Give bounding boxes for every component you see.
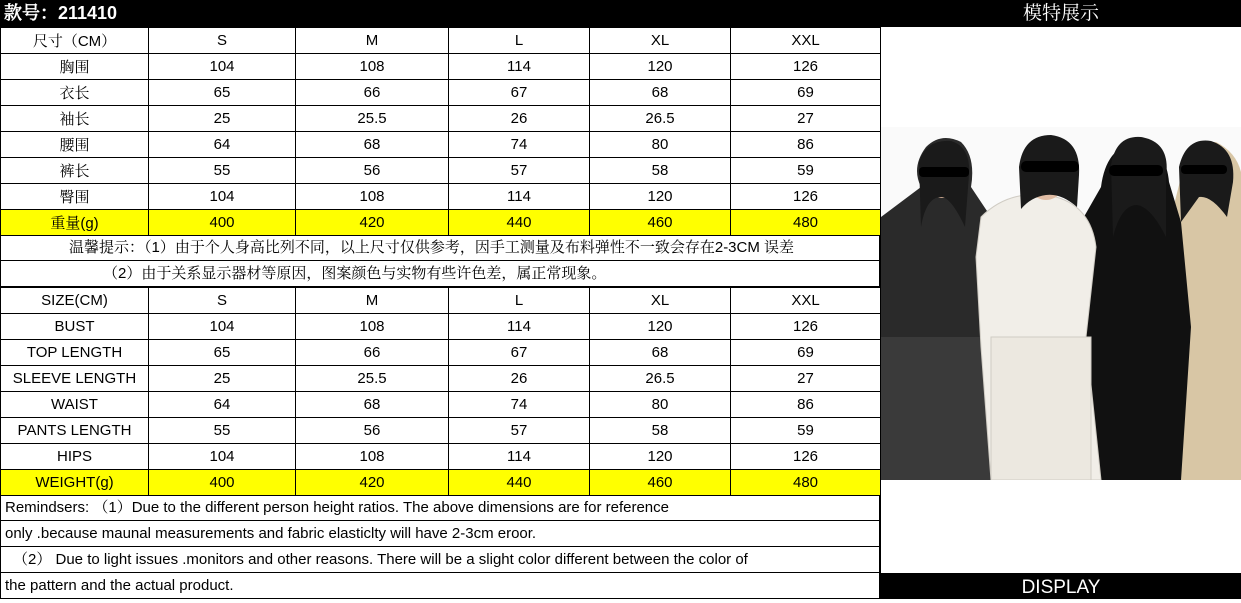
table-cell: 86 — [731, 392, 881, 418]
en-note-4: the pattern and the actual product. — [0, 573, 880, 599]
row-label: 裤长 — [1, 158, 149, 184]
table-cell: 69 — [731, 80, 881, 106]
table-cell: 120 — [590, 54, 731, 80]
row-label: SLEEVE LENGTH — [1, 366, 149, 392]
cn-note-2: （2）由于关系显示器材等原因，图案颜色与实物有些许色差，属正常现象。 — [0, 261, 880, 287]
table-row — [1, 184, 881, 210]
table-cell: 104 — [149, 54, 296, 80]
column-header: 尺寸（CM） — [1, 28, 149, 54]
table-cell: 58 — [590, 158, 731, 184]
column-header: M — [296, 28, 449, 54]
table-cell: 420 — [296, 470, 449, 496]
column-header: S — [149, 28, 296, 54]
table-row — [1, 210, 881, 236]
table-cell: 126 — [731, 184, 881, 210]
table-cell: 66 — [296, 340, 449, 366]
table-cell: 66 — [296, 80, 449, 106]
table-cell: 26 — [449, 106, 590, 132]
table-cell: 25.5 — [296, 366, 449, 392]
table-cell: 420 — [296, 210, 449, 236]
row-label: 衣长 — [1, 80, 149, 106]
en-note-3: （2） Due to light issues .monitors and other reasons. There will be a slight color different between the color of — [0, 547, 880, 573]
column-header: XL — [590, 28, 731, 54]
row-label: WEIGHT(g) — [1, 470, 149, 496]
table-cell: 126 — [731, 444, 881, 470]
table-cell: 65 — [149, 340, 296, 366]
table-cell: 108 — [296, 54, 449, 80]
table-cell: 460 — [590, 470, 731, 496]
table-cell: 27 — [731, 366, 881, 392]
table-row — [1, 392, 881, 418]
style-number-bar — [0, 0, 880, 27]
table-cell: 55 — [149, 158, 296, 184]
en-note-2: only .because maunal measurements and fabric elasticlty will have 2-3cm eroor. — [0, 521, 880, 547]
table-cell: 65 — [149, 80, 296, 106]
en-size-table — [0, 287, 881, 496]
table-row — [1, 470, 881, 496]
style-number: 款号：211410 — [4, 3, 118, 23]
table-row — [1, 80, 881, 106]
table-cell: 74 — [449, 132, 590, 158]
model-photo — [881, 127, 1241, 480]
column-header: S — [149, 288, 296, 314]
table-row — [1, 54, 881, 80]
row-label: 胸围 — [1, 54, 149, 80]
cn-size-table — [0, 27, 881, 236]
table-cell: 80 — [590, 392, 731, 418]
table-cell: 57 — [449, 158, 590, 184]
row-label: BUST — [1, 314, 149, 340]
table-cell: 108 — [296, 314, 449, 340]
row-label: WAIST — [1, 392, 149, 418]
table-cell: 114 — [449, 54, 590, 80]
table-row — [1, 158, 881, 184]
cn_table-header-row — [1, 28, 881, 54]
table-cell: 26 — [449, 366, 590, 392]
table-cell: 67 — [449, 80, 590, 106]
en_table-header-row — [1, 288, 881, 314]
table-cell: 59 — [731, 418, 881, 444]
column-header: L — [449, 28, 590, 54]
column-header: XXL — [731, 28, 881, 54]
table-cell: 114 — [449, 444, 590, 470]
column-header: XL — [590, 288, 731, 314]
column-header: L — [449, 288, 590, 314]
model-display-panel — [880, 0, 1241, 599]
table-row — [1, 340, 881, 366]
table-cell: 86 — [731, 132, 881, 158]
row-label: 袖长 — [1, 106, 149, 132]
table-cell: 400 — [149, 470, 296, 496]
table-cell: 114 — [449, 184, 590, 210]
table-cell: 68 — [296, 132, 449, 158]
table-cell: 64 — [149, 132, 296, 158]
table-cell: 68 — [590, 340, 731, 366]
table-cell: 26.5 — [590, 106, 731, 132]
row-label: HIPS — [1, 444, 149, 470]
table-cell: 57 — [449, 418, 590, 444]
table-cell: 55 — [149, 418, 296, 444]
table-cell: 64 — [149, 392, 296, 418]
table-cell: 27 — [731, 106, 881, 132]
table-cell: 25.5 — [296, 106, 449, 132]
table-cell: 80 — [590, 132, 731, 158]
table-cell: 104 — [149, 184, 296, 210]
table-cell: 126 — [731, 314, 881, 340]
table-cell: 120 — [590, 184, 731, 210]
table-cell: 400 — [149, 210, 296, 236]
row-label: 重量(g) — [1, 210, 149, 236]
cn-note-1: 温馨提示：（1）由于个人身高比列不同，以上尺寸仅供参考，因手工测量及布料弹性不一致会存在2-3CM 误差 — [0, 235, 880, 261]
column-header: XXL — [731, 288, 881, 314]
column-header: SIZE(CM) — [1, 288, 149, 314]
table-cell: 440 — [449, 470, 590, 496]
table-cell: 56 — [296, 158, 449, 184]
table-cell: 460 — [590, 210, 731, 236]
table-cell: 69 — [731, 340, 881, 366]
table-row — [1, 366, 881, 392]
row-label: PANTS LENGTH — [1, 418, 149, 444]
row-label: 腰围 — [1, 132, 149, 158]
table-cell: 114 — [449, 314, 590, 340]
table-cell: 25 — [149, 106, 296, 132]
table-cell: 25 — [149, 366, 296, 392]
table-cell: 126 — [731, 54, 881, 80]
table-cell: 68 — [590, 80, 731, 106]
row-label: 臀围 — [1, 184, 149, 210]
table-cell: 68 — [296, 392, 449, 418]
table-cell: 120 — [590, 444, 731, 470]
table-cell: 58 — [590, 418, 731, 444]
en-note-1: Remindsers: （1）Due to the different person height ratios. The above dimensions are for reference — [0, 495, 880, 521]
table-cell: 108 — [296, 184, 449, 210]
table-row — [1, 444, 881, 470]
table-cell: 108 — [296, 444, 449, 470]
table-cell: 56 — [296, 418, 449, 444]
table-cell: 480 — [731, 210, 881, 236]
table-cell: 104 — [149, 444, 296, 470]
row-label: TOP LENGTH — [1, 340, 149, 366]
table-row — [1, 418, 881, 444]
table-cell: 104 — [149, 314, 296, 340]
table-cell: 67 — [449, 340, 590, 366]
table-cell: 480 — [731, 470, 881, 496]
display-footer: DISPLAY — [881, 573, 1241, 599]
table-cell: 26.5 — [590, 366, 731, 392]
display-title: 模特展示 — [881, 0, 1241, 27]
table-row — [1, 132, 881, 158]
table-row — [1, 106, 881, 132]
table-row — [1, 314, 881, 340]
table-cell: 120 — [590, 314, 731, 340]
table-cell: 74 — [449, 392, 590, 418]
table-cell: 440 — [449, 210, 590, 236]
column-header: M — [296, 288, 449, 314]
table-cell: 59 — [731, 158, 881, 184]
